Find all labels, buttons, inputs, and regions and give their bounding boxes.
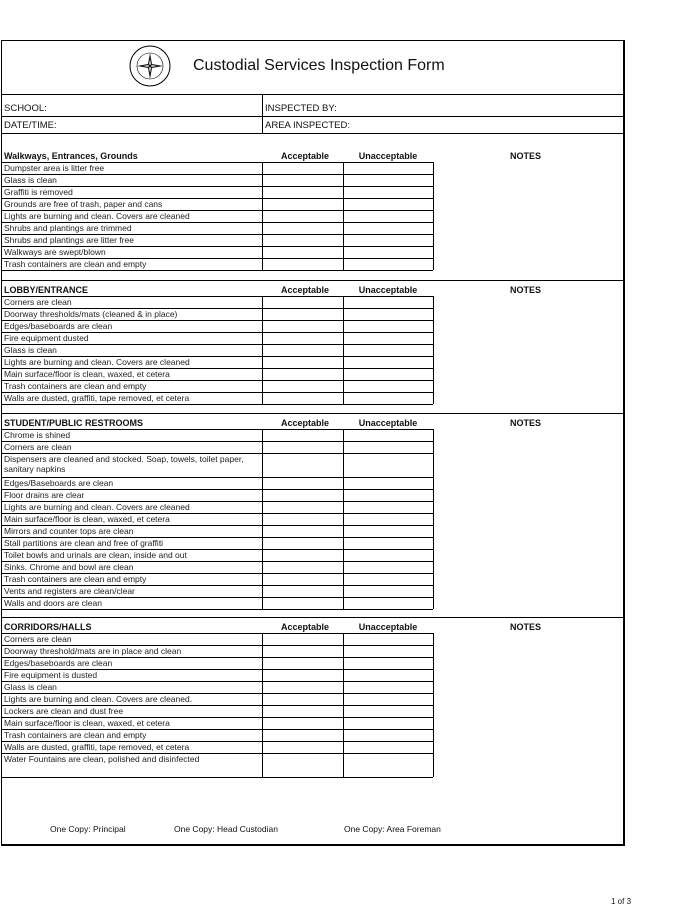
grid-line (262, 94, 263, 133)
unacceptable-cell[interactable] (344, 574, 432, 584)
unacceptable-cell[interactable] (344, 562, 432, 572)
checklist-item: Graffiti is removed (4, 187, 73, 197)
checklist-item: Toilet bowls and urinals are clean, inside and out (4, 550, 187, 560)
acceptable-cell[interactable] (263, 706, 342, 716)
acceptable-cell[interactable] (263, 187, 342, 197)
checklist-item: Glass is clean (4, 175, 57, 185)
checklist-item: Shrubs and plantings are trimmed (4, 223, 132, 233)
acceptable-cell[interactable] (263, 247, 342, 257)
acceptable-cell[interactable] (263, 562, 342, 572)
acceptable-cell[interactable] (263, 333, 342, 343)
checklist-item: Trash containers are clean and empty (4, 381, 147, 391)
notes-area[interactable] (434, 297, 623, 403)
acceptable-cell[interactable] (263, 321, 342, 331)
acceptable-cell[interactable] (263, 223, 342, 233)
unacceptable-cell[interactable] (344, 670, 432, 680)
grid-line (433, 296, 434, 404)
acceptable-cell[interactable] (263, 598, 342, 608)
unacceptable-cell[interactable] (344, 357, 432, 367)
checklist-item: Main surface/floor is clean, waxed, et cetera (4, 369, 170, 379)
checklist-item: Chrome is shined (4, 430, 71, 440)
checklist-item: Corners are clean (4, 442, 72, 452)
checklist-item: Main surface/floor is clean, waxed, et cetera (4, 718, 170, 728)
unacceptable-cell[interactable] (344, 247, 432, 257)
unacceptable-cell[interactable] (344, 598, 432, 608)
acceptable-cell[interactable] (263, 730, 342, 740)
section-title: LOBBY/ENTRANCE (4, 285, 89, 295)
checklist-item: Edges/baseboards are clean (4, 321, 113, 331)
unacceptable-cell[interactable] (344, 259, 432, 269)
checklist-item: Shrubs and plantings are litter free (4, 235, 134, 245)
column-header-unacceptable: Unacceptable (358, 151, 418, 161)
checklist-item: Lockers are clean and dust free (4, 706, 124, 716)
acceptable-cell[interactable] (263, 502, 342, 512)
grid-line (433, 162, 434, 270)
acceptable-cell[interactable] (263, 430, 342, 440)
unacceptable-cell[interactable] (344, 754, 432, 776)
unacceptable-cell[interactable] (344, 369, 432, 379)
acceptable-cell[interactable] (263, 235, 342, 245)
acceptable-cell[interactable] (263, 634, 342, 644)
checklist-item: Glass is clean (4, 682, 57, 692)
unacceptable-cell[interactable] (344, 586, 432, 596)
checklist-item: Walls are dusted, graffiti, tape removed, et cetera (4, 393, 190, 403)
page-number: 1 of 3 (611, 897, 632, 906)
grid-line (2, 609, 433, 610)
checklist-item: Lights are burning and clean. Covers are cleaned (4, 211, 190, 221)
notes-area[interactable] (434, 163, 623, 269)
section-title: CORRIDORS/HALLS (4, 622, 92, 632)
checklist-item: Floor drains are clear (4, 490, 85, 500)
grid-line (2, 94, 624, 95)
acceptable-cell[interactable] (263, 646, 342, 656)
unacceptable-cell[interactable] (344, 454, 432, 476)
unacceptable-cell[interactable] (344, 211, 432, 221)
column-header-acceptable: Acceptable (280, 285, 330, 295)
acceptable-cell[interactable] (263, 199, 342, 209)
unacceptable-cell[interactable] (344, 199, 432, 209)
unacceptable-cell[interactable] (344, 321, 432, 331)
acceptable-cell[interactable] (263, 682, 342, 692)
acceptable-cell[interactable] (263, 490, 342, 500)
checklist-item: Lights are burning and clean. Covers are cleaned. (4, 694, 193, 704)
checklist-item: Fire equipment is dusted (4, 670, 98, 680)
grid-line (2, 116, 624, 117)
acceptable-cell[interactable] (263, 211, 342, 221)
checklist-item: Edges/Baseboards are clean (4, 478, 114, 488)
acceptable-cell[interactable] (263, 297, 342, 307)
checklist-item: Dumpster area is litter free (4, 163, 105, 173)
unacceptable-cell[interactable] (344, 514, 432, 524)
checklist-item: Walkways are swept/blown (4, 247, 106, 257)
column-header-notes: NOTES (509, 418, 541, 428)
footer-copy-principal: One Copy: Principal (50, 824, 126, 834)
acceptable-cell[interactable] (263, 718, 342, 728)
checklist-item: Trash containers are clean and empty (4, 574, 147, 584)
acceptable-cell[interactable] (263, 345, 342, 355)
acceptable-cell[interactable] (263, 670, 342, 680)
grid-line (433, 633, 434, 777)
date-time-label: DATE/TIME: (4, 120, 57, 131)
grid-line (262, 429, 263, 609)
footer-copy-head-custodian: One Copy: Head Custodian (174, 824, 278, 834)
inspected-by-label: INSPECTED BY: (265, 103, 337, 114)
grid-line (2, 270, 433, 271)
acceptable-cell[interactable] (263, 754, 342, 776)
checklist-item: Walls and doors are clean (4, 598, 102, 608)
unacceptable-cell[interactable] (344, 634, 432, 644)
unacceptable-cell[interactable] (344, 730, 432, 740)
acceptable-cell[interactable] (263, 526, 342, 536)
grid-line (262, 633, 263, 777)
unacceptable-cell[interactable] (344, 478, 432, 488)
acceptable-cell[interactable] (263, 259, 342, 269)
checklist-item: Sinks. Chrome and bowl are clean (4, 562, 134, 572)
acceptable-cell[interactable] (263, 658, 342, 668)
unacceptable-cell[interactable] (344, 658, 432, 668)
column-header-notes: NOTES (509, 285, 541, 295)
unacceptable-cell[interactable] (344, 309, 432, 319)
acceptable-cell[interactable] (263, 586, 342, 596)
footer-copy-area-foreman: One Copy: Area Foreman (344, 824, 441, 834)
grid-line (2, 133, 624, 134)
unacceptable-cell[interactable] (344, 175, 432, 185)
checklist-item: Water Fountains are clean, polished and disinfected (4, 754, 200, 764)
checklist-item: Walls are dusted, graffiti, tape removed, et cetera (4, 742, 190, 752)
unacceptable-cell[interactable] (344, 490, 432, 500)
unacceptable-cell[interactable] (344, 538, 432, 548)
unacceptable-cell[interactable] (344, 682, 432, 692)
column-header-acceptable: Acceptable (280, 151, 330, 161)
unacceptable-cell[interactable] (344, 235, 432, 245)
form-title: Custodial Services Inspection Form (193, 57, 445, 74)
acceptable-cell[interactable] (263, 538, 342, 548)
unacceptable-cell[interactable] (344, 333, 432, 343)
unacceptable-cell[interactable] (344, 706, 432, 716)
column-header-notes: NOTES (509, 151, 541, 161)
unacceptable-cell[interactable] (344, 526, 432, 536)
acceptable-cell[interactable] (263, 369, 342, 379)
checklist-item: Lights are burning and clean. Covers are cleaned (4, 357, 190, 367)
unacceptable-cell[interactable] (344, 502, 432, 512)
district-logo (128, 44, 172, 88)
column-header-acceptable: Acceptable (280, 622, 330, 632)
acceptable-cell[interactable] (263, 574, 342, 584)
checklist-item: Corners are clean (4, 634, 72, 644)
section-divider (2, 280, 624, 281)
grid-line (2, 404, 433, 405)
unacceptable-cell[interactable] (344, 345, 432, 355)
unacceptable-cell[interactable] (344, 163, 432, 173)
unacceptable-cell[interactable] (344, 742, 432, 752)
checklist-item: Corners are clean (4, 297, 72, 307)
checklist-item: Doorway thresholds/mats (cleaned & in place) (4, 309, 178, 319)
unacceptable-cell[interactable] (344, 442, 432, 452)
checklist-item: Doorway threshold/mats are in place and clean (4, 646, 182, 656)
grid-line (343, 429, 344, 609)
section-divider (2, 617, 624, 618)
checklist-item: Glass is clean (4, 345, 57, 355)
column-header-notes: NOTES (509, 622, 541, 632)
section-title: STUDENT/PUBLIC RESTROOMS (4, 418, 144, 428)
unacceptable-cell[interactable] (344, 694, 432, 704)
acceptable-cell[interactable] (263, 309, 342, 319)
column-header-unacceptable: Unacceptable (358, 285, 418, 295)
grid-line (343, 162, 344, 270)
checklist-item: Trash containers are clean and empty (4, 730, 147, 740)
grid-line (2, 777, 433, 778)
checklist-item: Stall partitions are clean and free of graffiti (4, 538, 164, 548)
acceptable-cell[interactable] (263, 393, 342, 403)
unacceptable-cell[interactable] (344, 430, 432, 440)
grid-line (343, 296, 344, 404)
acceptable-cell[interactable] (263, 478, 342, 488)
checklist-item: Trash containers are clean and empty (4, 259, 147, 269)
section-divider (2, 413, 624, 414)
acceptable-cell[interactable] (263, 514, 342, 524)
section-title: Walkways, Entrances, Grounds (4, 151, 138, 161)
checklist-item: Lights are burning and clean. Covers are cleaned (4, 502, 190, 512)
acceptable-cell[interactable] (263, 163, 342, 173)
acceptable-cell[interactable] (263, 454, 342, 476)
checklist-item: Fire equipment dusted (4, 333, 89, 343)
grid-line (262, 296, 263, 404)
acceptable-cell[interactable] (263, 381, 342, 391)
column-header-acceptable: Acceptable (280, 418, 330, 428)
area-inspected-label: AREA INSPECTED: (265, 120, 350, 131)
checklist-item: Dispensers are cleaned and stocked. Soap, towels, toilet paper, sanitary napkins (4, 454, 244, 474)
acceptable-cell[interactable] (263, 742, 342, 752)
unacceptable-cell[interactable] (344, 223, 432, 233)
grid-line (343, 633, 344, 777)
checklist-item: Edges/baseboards are clean (4, 658, 113, 668)
grid-line (433, 429, 434, 609)
notes-area[interactable] (434, 430, 623, 608)
unacceptable-cell[interactable] (344, 550, 432, 560)
acceptable-cell[interactable] (263, 175, 342, 185)
acceptable-cell[interactable] (263, 357, 342, 367)
unacceptable-cell[interactable] (344, 381, 432, 391)
checklist-item: Vents and registers are clean/clear (4, 586, 135, 596)
column-header-unacceptable: Unacceptable (358, 418, 418, 428)
acceptable-cell[interactable] (263, 442, 342, 452)
unacceptable-cell[interactable] (344, 646, 432, 656)
unacceptable-cell[interactable] (344, 187, 432, 197)
unacceptable-cell[interactable] (344, 297, 432, 307)
checklist-item: Grounds are free of trash, paper and cans (4, 199, 163, 209)
unacceptable-cell[interactable] (344, 393, 432, 403)
column-header-unacceptable: Unacceptable (358, 622, 418, 632)
grid-line (262, 162, 263, 270)
checklist-item: Mirrors and counter tops are clean (4, 526, 134, 536)
notes-area[interactable] (434, 634, 623, 776)
acceptable-cell[interactable] (263, 694, 342, 704)
acceptable-cell[interactable] (263, 550, 342, 560)
checklist-item: Main surface/floor is clean, waxed, et cetera (4, 514, 170, 524)
unacceptable-cell[interactable] (344, 718, 432, 728)
school-label: SCHOOL: (4, 103, 47, 114)
